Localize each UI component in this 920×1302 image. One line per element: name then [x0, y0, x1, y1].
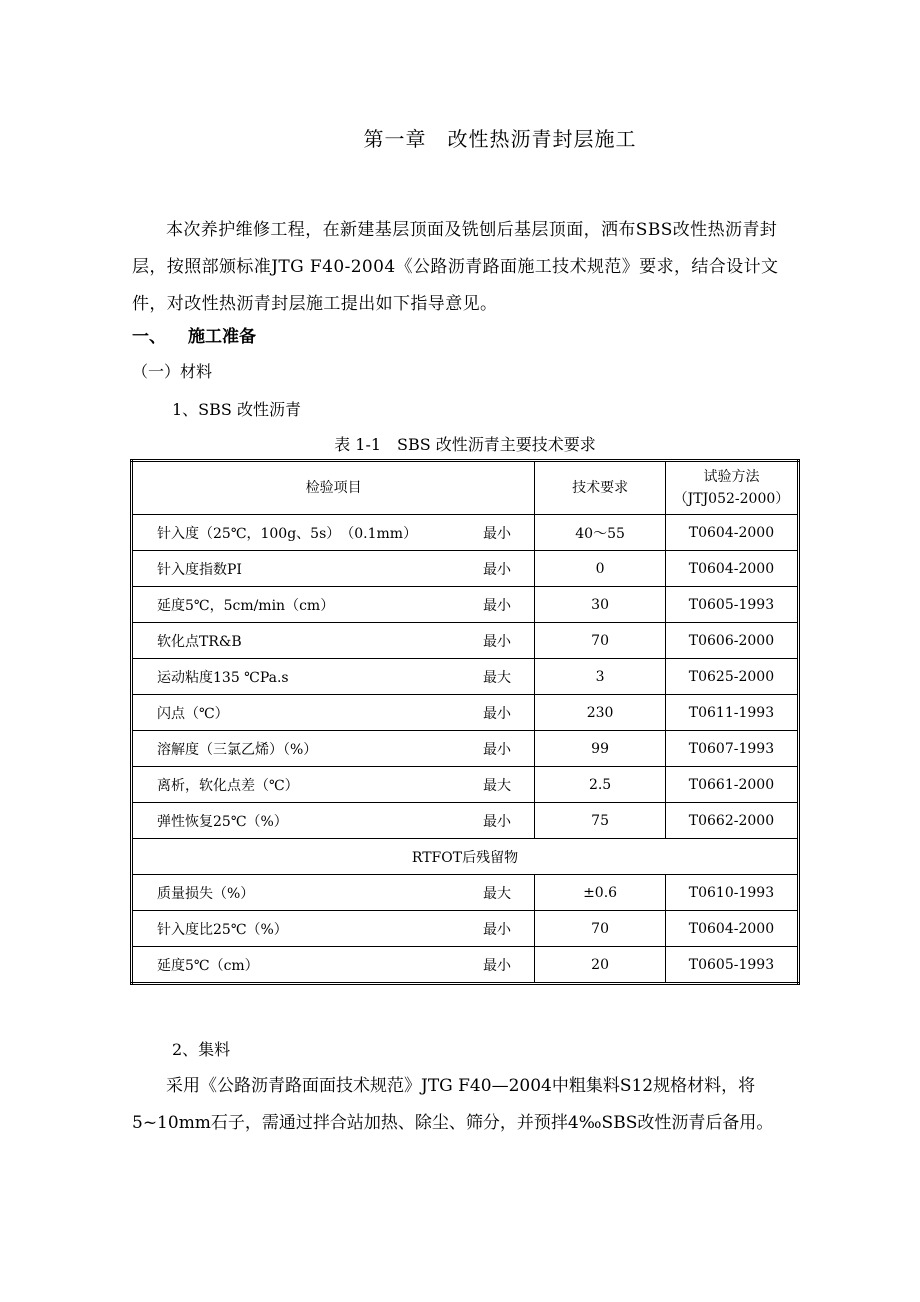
row-limit: 最小 — [483, 705, 511, 722]
table-row — [132, 623, 799, 659]
subsection-heading: （一）材料 — [132, 362, 213, 381]
row-item-name: 溶解度（三氯乙烯）（%） — [157, 741, 318, 758]
row-limit: 最小 — [483, 525, 511, 542]
section-title: 施工准备 — [188, 327, 256, 347]
table-row — [132, 515, 799, 551]
row-limit: 最大 — [483, 885, 511, 902]
item-heading-sbs: 1、SBS 改性沥青 — [172, 400, 301, 419]
row-method: T0662-2000 — [665, 803, 798, 839]
row-item-name: 运动粘度135 ℃Pa.s — [157, 669, 289, 686]
header-requirement: 技术要求 — [535, 461, 666, 515]
row-value: 75 — [535, 803, 666, 839]
row-item-cell — [132, 695, 535, 731]
row-item-name: 弹性恢复25℃（%） — [157, 813, 288, 830]
row-value: 30 — [535, 587, 666, 623]
row-item-name: 针入度比25℃（%） — [157, 921, 288, 938]
row-item-name: 软化点TR&B — [157, 633, 242, 650]
row-item-cell — [132, 911, 535, 947]
row-item-cell — [132, 659, 535, 695]
row-limit: 最小 — [483, 957, 511, 974]
row-method: T0625-2000 — [665, 659, 798, 695]
row-item-cell — [132, 623, 535, 659]
row-method: T0604-2000 — [665, 551, 798, 587]
row-limit: 最小 — [483, 741, 511, 758]
rtfot-label: RTFOT后残留物 — [132, 839, 799, 875]
row-value: 230 — [535, 695, 666, 731]
table-row — [132, 767, 799, 803]
intro-paragraph: 本次养护维修工程，在新建基层顶面及铣刨后基层顶面，洒布SBS改性热沥青封层，按照部颁标准JTG F40-2004《公路沥青路面施工技术规范》要求，结合设计文件，对改性热沥青封层施工提出如下指导意见。 — [132, 220, 779, 314]
row-item-name: 离析，软化点差（℃） — [157, 777, 299, 794]
row-method: T0607-1993 — [665, 731, 798, 767]
row-limit: 最大 — [483, 777, 511, 794]
header-method-line1: 试验方法 — [703, 469, 760, 485]
row-value: 3 — [535, 659, 666, 695]
row-limit: 最小 — [483, 813, 511, 830]
row-method: T0661-2000 — [665, 767, 798, 803]
row-method: T0605-1993 — [665, 587, 798, 623]
chapter-title: 第一章 改性热沥青封层施工 — [363, 127, 637, 151]
table-row — [132, 947, 799, 984]
table-row — [132, 587, 799, 623]
row-item-cell — [132, 515, 535, 551]
table-row — [132, 695, 799, 731]
row-value: 0 — [535, 551, 666, 587]
row-value: ±0.6 — [535, 875, 666, 911]
item-heading-aggregate: 2、集料 — [172, 1040, 231, 1059]
aggregate-paragraph: 采用《公路沥青路面面技术规范》JTG F40—2004中粗集料S12规格材料，将5~10mm石子，需通过拌合站加热、除尘、筛分，并预拌4‰SBS改性沥青后备用。 — [132, 1076, 774, 1133]
table-row — [132, 911, 799, 947]
table-row — [132, 551, 799, 587]
row-item-cell — [132, 551, 535, 587]
row-item-cell — [132, 875, 535, 911]
row-item-name: 闪点（℃） — [157, 705, 229, 722]
row-value: 70 — [535, 623, 666, 659]
row-method: T0605-1993 — [665, 947, 798, 984]
row-limit: 最小 — [483, 597, 511, 614]
section-heading — [132, 322, 256, 347]
row-item-name: 延度5℃（cm） — [157, 957, 259, 974]
spec-table — [130, 459, 800, 985]
row-method: T0610-1993 — [665, 875, 798, 911]
row-method: T0606-2000 — [665, 623, 798, 659]
row-value: 70 — [535, 911, 666, 947]
row-item-cell — [132, 767, 535, 803]
row-item-cell — [132, 587, 535, 623]
header-method — [665, 461, 798, 515]
row-item-cell — [132, 731, 535, 767]
row-method: T0611-1993 — [665, 695, 798, 731]
row-item-cell — [132, 947, 535, 984]
table-row — [132, 659, 799, 695]
rtfot-row — [132, 839, 799, 875]
row-method: T0604-2000 — [665, 911, 798, 947]
row-value: 99 — [535, 731, 666, 767]
row-item-name: 质量损失（%） — [157, 885, 255, 902]
row-limit: 最小 — [483, 561, 511, 578]
section-number: 一、 — [132, 327, 166, 347]
row-value: 20 — [535, 947, 666, 984]
row-limit: 最大 — [483, 669, 511, 686]
row-limit: 最小 — [483, 921, 511, 938]
row-value: 40～55 — [535, 515, 666, 551]
row-item-name: 针入度指数PI — [157, 561, 242, 578]
row-item-cell — [132, 803, 535, 839]
row-value: 2.5 — [535, 767, 666, 803]
row-item-name: 针入度（25℃，100g、5s） （0.1mm） — [157, 525, 418, 542]
table-header-row — [132, 461, 799, 515]
header-item: 检验项目 — [132, 461, 535, 515]
table-row — [132, 875, 799, 911]
row-limit: 最小 — [483, 633, 511, 650]
row-item-name: 延度5℃，5cm/min（cm） — [157, 597, 335, 614]
header-method-line2: （JTJ052-2000） — [673, 491, 790, 507]
table-row — [132, 731, 799, 767]
table-caption: 表 1-1 SBS 改性沥青主要技术要求 — [334, 435, 596, 454]
table-row — [132, 803, 799, 839]
row-method: T0604-2000 — [665, 515, 798, 551]
